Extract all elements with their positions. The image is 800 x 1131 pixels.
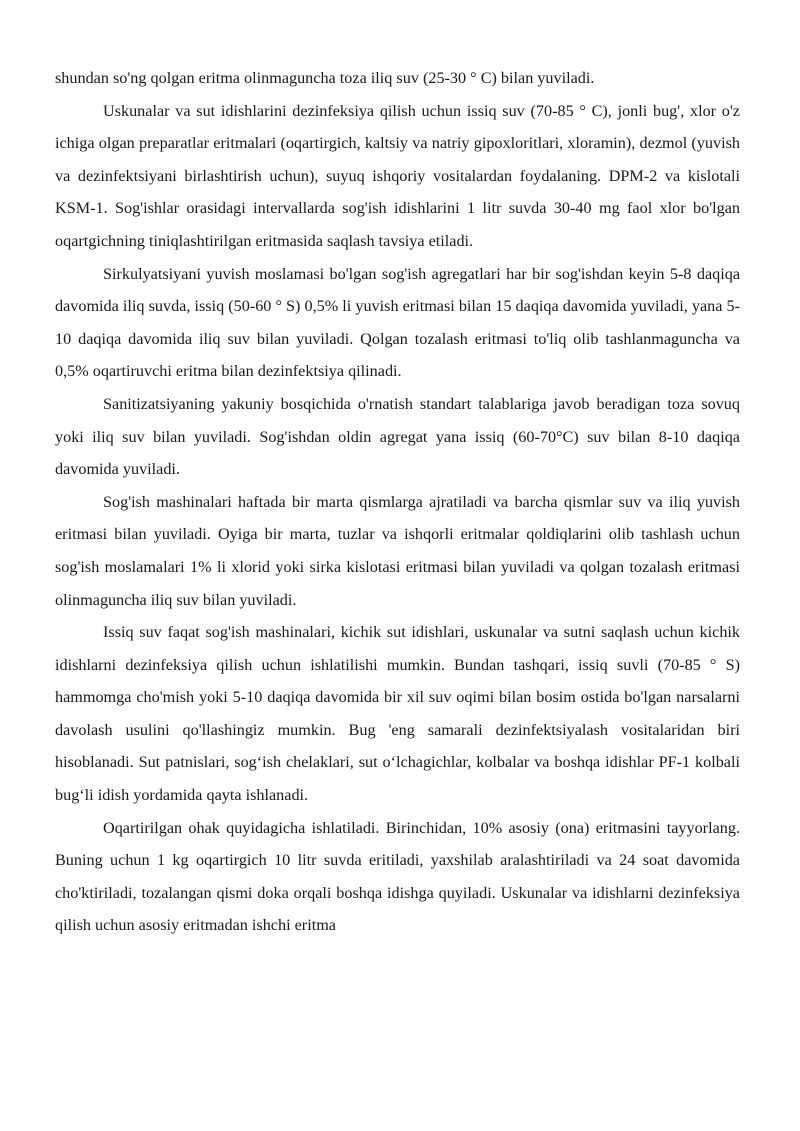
paragraph-2: Uskunalar va sut idishlarini dezinfeksiya qilish uchun issiq suv (70-85 ° C), jonli bug', xlor o'z ichiga olgan preparatlar eritmalari (oqartirgich, kaltsiy va natriy gipoxloritlari, xloramin), dezmol (yuvish va dezinfektsiyani birlashtirish uchun), suyuq ishqoriy vositalardan foydalaning. DPM-2 va kislotali KSM-1. Sog'ishlar orasidagi intervallarda sog'ish idishlarini 1 litr suvda 30-40 mg faol xlor bo'lgan oqartgichning tiniqlashtirilgan eritmasida saqlash tavsiya etiladi.	[55, 101, 740, 250]
paragraph-7: Oqartirilgan ohak quyidagicha ishlatiladi. Birinchidan, 10% asosiy (ona) eritmasini tayyorlang. Buning uchun 1 kg oqartirgich 10 litr suvda eritiladi, yaxshilab aralashtiriladi va 24 soat davomida cho'ktiriladi, tozalangan qismi doka orqali boshqa idishga quyiladi. Uskunalar va idishlarni dezinfeksiya qilish uchun asosiy eritmadan ishchi eritma	[55, 818, 740, 935]
paragraph-3: Sirkulyatsiyani yuvish moslamasi bo'lgan sog'ish agregatlari har bir sog'ishdan keyin 5-8 daqiqa davomida iliq suvda, issiq (50-60 ° S) 0,5% li yuvish eritmasi bilan 15 daqiqa davomida yuviladi, yana 5-10 daqiqa davomida iliq suv bilan yuviladi. Qolgan tozalash eritmasi to'liq olib tashlanmaguncha va 0,5% oqartiruvchi eritma bilan dezinfektsiya qilinadi.	[55, 264, 740, 381]
document-page	[55, 62, 740, 942]
paragraph-5: Sog'ish mashinalari haftada bir marta qismlarga ajratiladi va barcha qismlar suv va iliq yuvish eritmasi bilan yuviladi. Oyiga bir marta, tuzlar va ishqorli eritmalar qoldiqlarini olib tashlash uchun sog'ish moslamalari 1% li xlorid yoki sirka kislotasi eritmasi bilan yuviladi va qolgan tozalash eritmasi olinmaguncha iliq suv bilan yuviladi.	[55, 492, 740, 609]
paragraph-4: Sanitizatsiyaning yakuniy bosqichida o'rnatish standart talablariga javob beradigan toza sovuq yoki iliq suv bilan yuviladi. Sog'ishdan oldin agregat yana issiq (60-70°C) suv bilan 8-10 daqiqa davomida yuviladi.	[55, 394, 740, 479]
paragraph-6: Issiq suv faqat sog'ish mashinalari, kichik sut idishlari, uskunalar va sutni saqlash uchun kichik idishlarni dezinfeksiya qilish uchun ishlatilishi mumkin. Bundan tashqari, issiq suvli (70-85 ° S) hammomga cho'mish yoki 5-10 daqiqa davomida bir xil suv oqimi bilan bosim ostida bo'lgan narsalarni davolash usulini qo'llashingiz mumkin. Bug 'eng samarali dezinfektsiyalash vositalaridan biri hisoblanadi. Sut patnislari, sog‘ish chelaklari, sut o‘lchagichlar, kolbalar va boshqa idishlar PF-1 kolbali bug‘li idish yordamida qayta ishlanadi.	[55, 623, 740, 805]
paragraph-1: shundan so'ng qolgan eritma olinmaguncha toza iliq suv (25-30 ° C) bilan yuviladi.	[55, 69, 595, 87]
